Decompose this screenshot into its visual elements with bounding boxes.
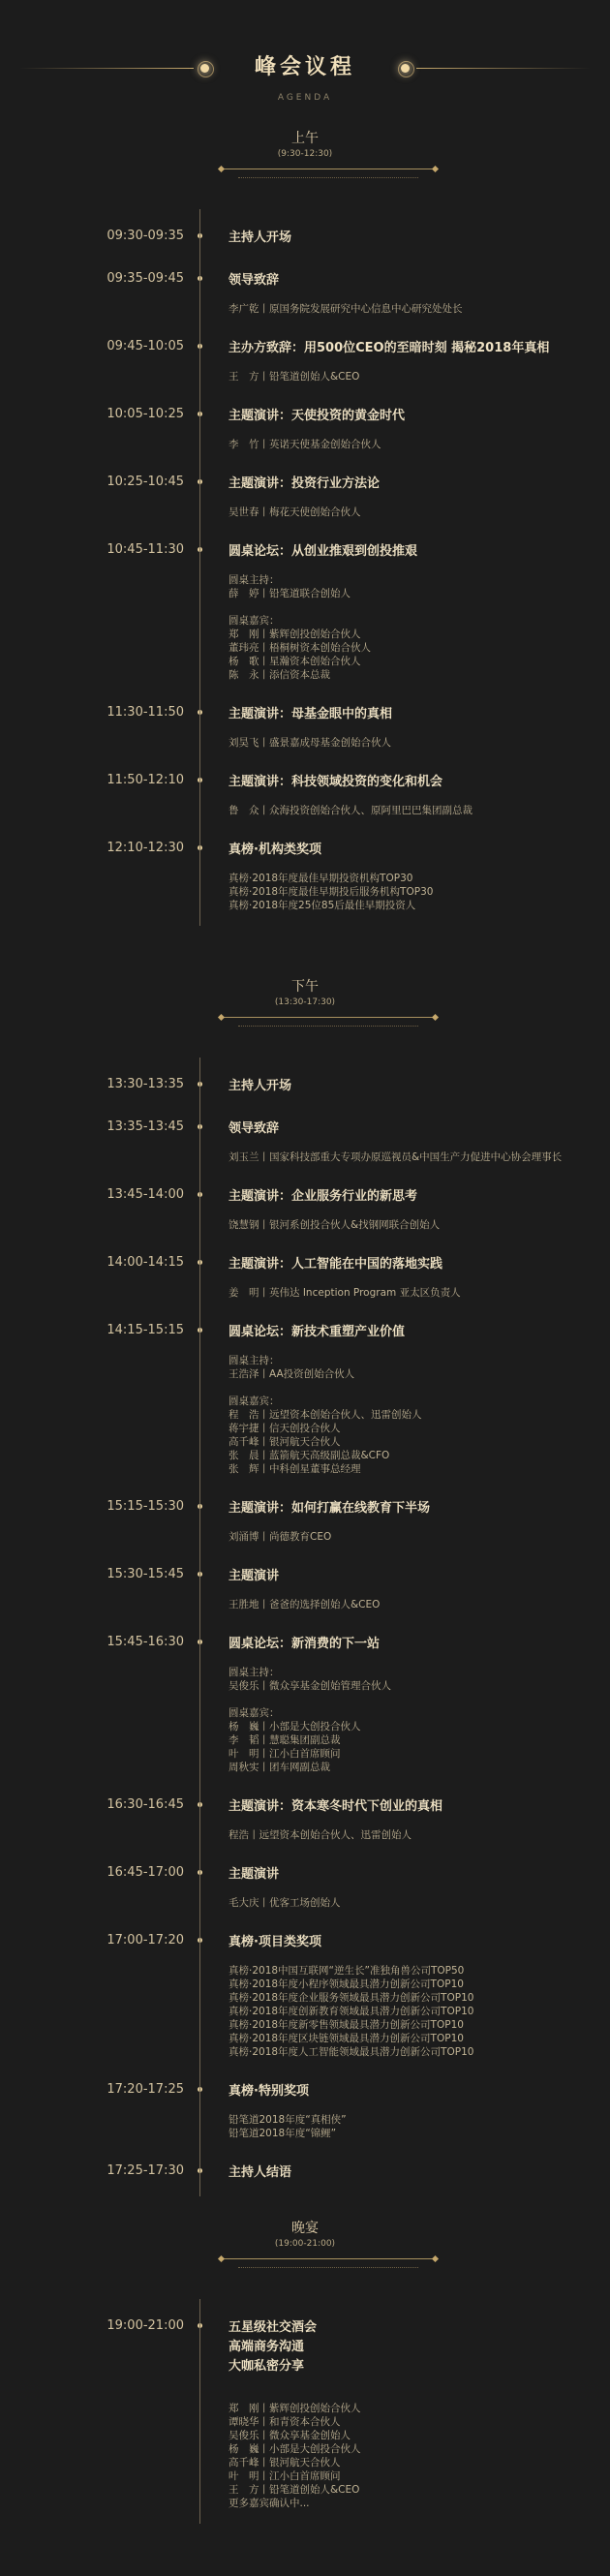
session-details: [229, 1354, 422, 1476]
session-details: [229, 1666, 391, 1774]
session-time: 15:30-15:45: [107, 1567, 184, 1581]
detail-line: 李 韬丨慧聪集团副总裁: [229, 1734, 341, 1746]
detail-line: 程浩丨远望资本创始合伙人、迅雷创始人: [229, 1829, 412, 1841]
detail-line: 王 方丨铅笔道创始人&CEO: [229, 371, 360, 383]
detail-line: 真榜·2018年度新零售领域最具潜力创新公司TOP10: [229, 2019, 464, 2031]
detail-line: 李 竹丨英诺天使基金创始合伙人: [229, 439, 381, 450]
session-title: 五星级社交酒会 高端商务沟通 大咖私密分享: [229, 2320, 318, 2374]
detail-line: 王胜地丨爸爸的选择创始人&CEO: [229, 1599, 381, 1610]
session-details: [229, 1964, 473, 2059]
section-title: 晚宴: [291, 2221, 319, 2236]
session-title: 主持人开场: [229, 1079, 292, 1093]
detail-line: 圆桌主持：: [229, 1355, 280, 1366]
session-title: 圆桌论坛：新技术重塑产业价值: [229, 1325, 406, 1339]
section-time: (19:00-21:00): [274, 2239, 336, 2249]
timeline-line: [199, 1058, 200, 2196]
session-details: [229, 1530, 331, 1544]
detail-line: 真榜·2018年度创新教育领域最具潜力创新公司TOP10: [229, 2006, 474, 2017]
session-time: 09:30-09:35: [107, 229, 184, 243]
detail-line: 圆桌嘉宾：: [229, 1395, 280, 1407]
session-time: 11:50-12:10: [107, 773, 184, 787]
section-time: (13:30-17:30): [274, 997, 336, 1007]
session-details: [229, 1150, 562, 1164]
session-time: 17:20-17:25: [107, 2082, 184, 2097]
session-details: [229, 1218, 440, 1232]
session-time: 15:15-15:30: [107, 1499, 184, 1514]
session-title: 主持人结语: [229, 2165, 292, 2180]
session-details: [229, 2388, 361, 2510]
detail-line: 吴世春丨梅花天使创始合伙人: [229, 506, 361, 518]
section-divider-dotted: [238, 2267, 418, 2268]
session-time: 17:25-17:30: [107, 2163, 184, 2178]
session-title: 主题演讲：人工智能在中国的落地实践: [229, 1257, 443, 1272]
session-details: [229, 2113, 347, 2140]
detail-line: 周秋实丨团车网副总裁: [229, 1762, 330, 1773]
session-details: [229, 1286, 461, 1300]
session-time: 10:45-11:30: [107, 542, 184, 557]
detail-line: [229, 2388, 361, 2402]
session-time: 16:45-17:00: [107, 1865, 184, 1880]
detail-line: 真榜·2018年度最佳早期投后服务机构TOP30: [229, 886, 434, 898]
session-title: 主题演讲：投资行业方法论: [229, 476, 381, 491]
session-title: 主题演讲：资本寒冬时代下创业的真相: [229, 1799, 443, 1814]
detail-line: 圆桌主持：: [229, 1667, 280, 1678]
session-title: 圆桌论坛：从创业推艰到创投推艰: [229, 544, 418, 559]
session-title: 领导致辞: [229, 1121, 280, 1136]
session-time: 09:35-09:45: [107, 271, 184, 286]
section-divider-dotted: [238, 177, 418, 178]
detail-line: 张 辉丨中科创星董事总经理: [229, 1463, 361, 1475]
session-time: 10:05-10:25: [107, 407, 184, 421]
session-title: 主持人开场: [229, 230, 292, 245]
session-time: 16:30-16:45: [107, 1797, 184, 1812]
session-title: 真榜·机构类奖项: [229, 843, 321, 857]
detail-line: 饶慧钢丨银河系创投合伙人&找钢网联合创始人: [229, 1219, 441, 1231]
session-details: [229, 573, 371, 682]
session-title: 主题演讲：如何打赢在线教育下半场: [229, 1501, 431, 1516]
detail-line: 高千峰丨银河航天合伙人: [229, 1436, 341, 1448]
session-time: 12:10-12:30: [107, 841, 184, 855]
timeline-line: [199, 2299, 200, 2524]
section-diamond-right: [432, 166, 439, 172]
detail-line: 高千峰丨银河航天合伙人: [229, 2457, 341, 2469]
session-details: [229, 1828, 412, 1842]
page-title: 峰会议程: [254, 55, 355, 79]
session-title: 主题演讲：天使投资的黄金时代: [229, 409, 406, 423]
session-time: 14:15-15:15: [107, 1323, 184, 1337]
detail-line: 蒋宇捷丨信天创投合伙人: [229, 1423, 341, 1434]
section-diamond-left: [218, 166, 225, 172]
detail-line: 更多嘉宾确认中...: [229, 2498, 310, 2509]
session-title: 主题演讲: [229, 1867, 280, 1882]
session-details: [229, 804, 473, 817]
session-title: 真榜·特别奖项: [229, 2084, 309, 2099]
session-details: [229, 872, 433, 912]
detail-line: 真榜·2018年度小程序领域最具潜力创新公司TOP10: [229, 1978, 464, 1990]
detail-line: [229, 1381, 422, 1395]
session-time: 10:25-10:45: [107, 475, 184, 489]
section-time: (9:30-12:30): [277, 149, 333, 159]
session-title: 主题演讲：母基金眼中的真相: [229, 707, 393, 721]
detail-line: 刘昊飞丨盛景嘉成母基金创始合伙人: [229, 737, 391, 749]
detail-line: 薛 婷丨铅笔道联合创始人: [229, 588, 351, 599]
session-title: 主题演讲：企业服务行业的新思考: [229, 1189, 418, 1204]
page-subtitle: AGENDA: [277, 93, 333, 103]
section-divider: [223, 2258, 434, 2259]
section-diamond-left: [218, 2255, 225, 2262]
detail-line: 吴俊乐丨微众享基金创始人: [229, 2430, 351, 2441]
detail-line: 杨 巍丨小部是大创投合伙人: [229, 1721, 361, 1733]
session-title: 主题演讲：科技领域投资的变化和机会: [229, 775, 443, 789]
detail-line: [229, 600, 371, 614]
session-title: 领导致辞: [229, 273, 280, 288]
detail-line: 郑 刚丨紫辉创投创始合伙人: [229, 629, 361, 640]
detail-line: 郑 刚丨紫辉创投创始合伙人: [229, 2403, 361, 2414]
session-time: 14:00-14:15: [107, 1255, 184, 1270]
detail-line: 真榜·2018年度企业服务领域最具潜力创新公司TOP10: [229, 1992, 474, 2004]
session-time: 13:30-13:35: [107, 1077, 184, 1091]
detail-line: 谭晓华丨和青资本合伙人: [229, 2416, 341, 2428]
detail-line: 圆桌嘉宾：: [229, 615, 280, 627]
detail-line: 铅笔道2018年度“真相侠”: [229, 2114, 347, 2126]
detail-line: 王 方丨铅笔道创始人&CEO: [229, 2484, 360, 2496]
session-details: [229, 438, 381, 451]
detail-line: 董玮亮丨梧桐树资本创始合伙人: [229, 642, 371, 654]
detail-line: 李广乾丨原国务院发展研究中心信息中心研究处处长: [229, 303, 463, 315]
session-title: 主题演讲: [229, 1569, 280, 1583]
session-time: 19:00-21:00: [107, 2318, 184, 2333]
detail-line: 叶 明丨江小白首席顾问: [229, 1748, 341, 1760]
detail-line: 刘涌博丨尚德教育CEO: [229, 1531, 332, 1543]
session-details: [229, 370, 359, 383]
detail-line: 叶 明丨江小白首席顾问: [229, 2470, 341, 2482]
detail-line: 圆桌嘉宾：: [229, 1707, 280, 1719]
session-title: 圆桌论坛：新消费的下一站: [229, 1637, 381, 1651]
detail-line: 张 晨丨蓝箭航天高级副总裁&CFO: [229, 1450, 390, 1461]
section-divider: [223, 1017, 434, 1018]
detail-line: 姜 明丨英伟达 Inception Program 亚太区负责人: [229, 1287, 461, 1299]
section-diamond-right: [432, 2255, 439, 2262]
detail-line: 毛大庆丨优客工场创始人: [229, 1897, 341, 1909]
detail-line: 吴俊乐丨微众享基金创始管理合伙人: [229, 1680, 391, 1692]
session-details: [229, 1896, 341, 1910]
session-time: 09:45-10:05: [107, 339, 184, 353]
section-title: 上午: [291, 131, 319, 146]
detail-line: 真榜·2018中国互联网“逆生长”准独角兽公司TOP50: [229, 1965, 465, 1977]
detail-line: 陈 永丨添信资本总裁: [229, 669, 330, 681]
session-time: 13:35-13:45: [107, 1119, 184, 1134]
detail-line: 真榜·2018年度25位85后最佳早期投资人: [229, 900, 416, 911]
detail-line: 铅笔道2018年度“锦鲤”: [229, 2128, 337, 2139]
session-time: 13:45-14:00: [107, 1187, 184, 1202]
detail-line: 杨 歌丨星瀚资本创始合伙人: [229, 656, 361, 667]
detail-line: 圆桌主持：: [229, 574, 280, 586]
detail-line: 杨 巍丨小部是大创投合伙人: [229, 2443, 361, 2455]
session-time: 11:30-11:50: [107, 705, 184, 720]
session-time: 17:00-17:20: [107, 1933, 184, 1947]
session-details: [229, 1598, 380, 1611]
session-title: 真榜·项目类奖项: [229, 1935, 321, 1949]
session-details: [229, 302, 463, 316]
session-details: [229, 506, 361, 519]
session-time: 15:45-16:30: [107, 1635, 184, 1649]
section-title: 下午: [291, 979, 319, 995]
section-divider-dotted: [238, 1026, 418, 1027]
detail-line: 真榜·2018年度区块链领域最具潜力创新公司TOP10: [229, 2033, 464, 2044]
detail-line: 真榜·2018年度人工智能领域最具潜力创新公司TOP10: [229, 2046, 474, 2058]
detail-line: 刘玉兰丨国家科技部重大专项办原巡视员&中国生产力促进中心协会理事长: [229, 1151, 563, 1163]
section-diamond-right: [432, 1014, 439, 1021]
detail-line: 王浩泽丨AA投资创始合伙人: [229, 1368, 355, 1380]
detail-line: 程 浩丨远望资本创始合伙人、迅雷创始人: [229, 1409, 422, 1421]
timeline-line: [199, 209, 200, 926]
page-header: [0, 0, 610, 103]
session-title: 主办方致辞：用500位CEO的至暗时刻 揭秘2018年真相: [229, 341, 550, 355]
detail-line: [229, 1693, 391, 1706]
detail-line: 鲁 众丨众海投资创始合伙人、原阿里巴巴集团副总裁: [229, 805, 473, 816]
section-diamond-left: [218, 1014, 225, 1021]
detail-line: 真榜·2018年度最佳早期投资机构TOP30: [229, 873, 413, 884]
session-details: [229, 736, 391, 750]
